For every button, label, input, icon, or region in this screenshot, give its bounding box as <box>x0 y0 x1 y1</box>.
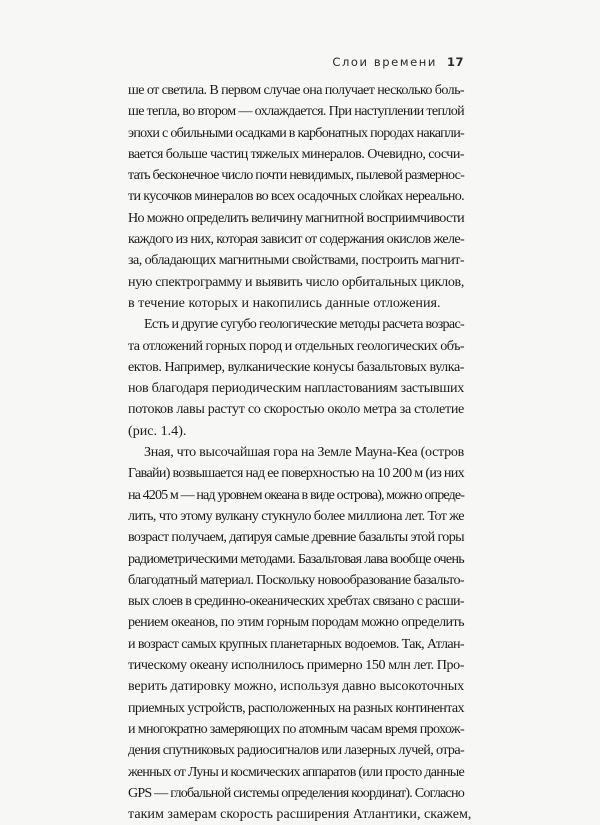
text-line: вается больше частиц тяжелых минералов. Очевидно, сосчи- <box>128 145 464 162</box>
text-line: ную спектрограмму и выявить число орбитальных циклов, <box>128 273 464 290</box>
text-line: дения спутниковых радиосигналов или лазерных лучей, отра- <box>128 742 464 759</box>
text-line: (рис. 1.4). <box>128 422 187 439</box>
text-line: за, обладающих магнитными свойствами, построить магнит- <box>128 252 464 269</box>
text-line: нов благодаря периодическим напластованиям застывших <box>128 380 464 397</box>
text-line: GPS — глобальной системы определения координат). Согласно <box>128 784 464 801</box>
text-line: потоков лавы растут со скоростью около метра за столетие <box>128 401 464 418</box>
text-line: на 4205 м — над уровнем океана в виде острова), можно опреде- <box>128 486 464 503</box>
text-line: лить, что этому вулкану стукнуло более миллиона лет. Тот же <box>128 507 464 524</box>
text-line: каждого из них, которая зависит от содержания окислов желе- <box>128 231 464 248</box>
text-line: возраст получаем, датируя самые древние базальты этой горы <box>128 529 464 546</box>
text-line: Есть и другие сугубо геологические методы расчета возрас- <box>144 316 464 333</box>
text-line: в течение которых и накопились данные отложения. <box>128 294 441 311</box>
text-line: женных от Луны и космических аппаратов (или просто данные <box>128 763 464 780</box>
text-line: ше тепла, во втором — охлаждается. При наступлении теплой <box>128 103 464 120</box>
text-line: благодатный материал. Поскольку новообразование базальто- <box>128 571 464 588</box>
text-line: приемных устройств, расположенных на разных континентах <box>128 699 464 716</box>
text-line: Зная, что высочайшая гора на Земле Мауна-Кеа (остров <box>144 444 464 461</box>
chapter-title: Слои времени <box>332 55 437 69</box>
text-line: рением океанов, по этим горным породам можно определить <box>128 614 464 631</box>
text-line: Но можно определить величину магнитной восприимчивости <box>128 209 464 226</box>
text-line: тать бесконечное число почти невидимых, пылевой размернос- <box>128 167 464 184</box>
text-line: верить датировку можно, используя давно высокоточных <box>128 678 464 695</box>
text-line: и многократно замеряющих по атомным часам время прохож- <box>128 720 464 737</box>
paragraph <box>128 80 464 314</box>
paragraph <box>128 314 464 442</box>
text-line: вых слоев в срединно-океанических хребтах связано с расши- <box>128 593 464 610</box>
text-line: та отложений горных пород и отдельных геологических объ- <box>128 337 464 354</box>
text-line: тическому океану исполнилось примерно 150 млн лет. Про- <box>128 657 464 674</box>
body-text <box>128 80 472 825</box>
text-line: ектов. Например, вулканические конусы базальтовых вулка- <box>128 358 464 375</box>
page-number: 17 <box>446 55 464 69</box>
text-line: таким замерам скорость расширения Атлантики, скажем, <box>128 806 472 823</box>
text-line: эпохи с обильными осадками в карбонатных породах накапли- <box>128 124 464 141</box>
paragraph <box>128 442 472 825</box>
text-line: радиометрическими методами. Базальтовая лава вообще очень <box>128 550 464 567</box>
text-line: ти кусочков минералов во всех осадочных слойках нереально. <box>128 188 464 205</box>
running-head <box>332 55 464 69</box>
text-line: Гавайи) возвышается над ее поверхностью на 10 200 м (из них <box>128 465 464 482</box>
text-line: и возраст самых крупных планетарных водоемов. Так, Атлан- <box>128 635 464 652</box>
text-line: ше от светила. В первом случае она получает несколько боль- <box>128 82 464 98</box>
